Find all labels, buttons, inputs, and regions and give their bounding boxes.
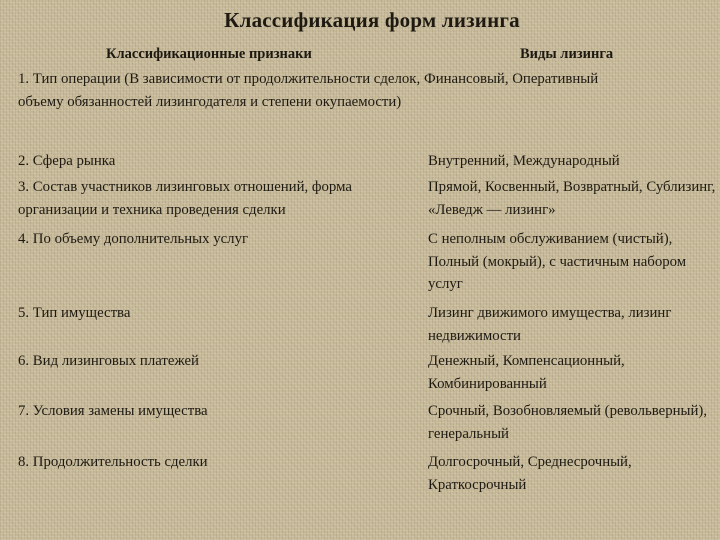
types-cell: Срочный, Возобновляемый (револьверный), генеральный bbox=[428, 403, 708, 442]
feature-cell: 5. Тип имущества bbox=[18, 305, 131, 321]
types-cell: С неполным обслуживанием (чистый), Полный (мокрый), с частичным набором услуг bbox=[428, 231, 687, 292]
types-cell: Финансовый, Оперативный bbox=[424, 71, 599, 87]
feature-cell: 8. Продолжительность сделки bbox=[18, 454, 208, 470]
feature-cell: 1. Тип операции (В зависимости от продолжительности сделок, объему обязанностей лизингодателя и степени окупаемости) bbox=[18, 71, 421, 110]
types-cell: Денежный, Компенсационный, Комбинированный bbox=[428, 353, 625, 392]
feature-cell: 7. Условия замены имущества bbox=[18, 403, 208, 419]
feature-cell: 3. Состав участников лизинговых отношений, форма организации и техника проведения сделки bbox=[18, 179, 352, 218]
feature-cell: 2. Сфера рынка bbox=[18, 153, 116, 169]
feature-cell: 4. По объему дополнительных услуг bbox=[18, 231, 249, 247]
types-cell: Прямой, Косвенный, Возвратный, Сублизинг, «Леведж — лизинг» bbox=[428, 179, 716, 218]
slide-title: Классификация форм лизинга bbox=[224, 8, 520, 32]
column-header-features: Классификационные признаки bbox=[106, 46, 312, 62]
types-cell: Внутренний, Международный bbox=[428, 153, 620, 169]
types-cell: Лизинг движимого имущества, лизинг недвижимости bbox=[428, 305, 672, 344]
column-header-types: Виды лизинга bbox=[520, 46, 614, 62]
types-cell: Долгосрочный, Среднесрочный, Краткосрочный bbox=[428, 454, 632, 493]
feature-cell: 6. Вид лизинговых платежей bbox=[18, 353, 199, 369]
